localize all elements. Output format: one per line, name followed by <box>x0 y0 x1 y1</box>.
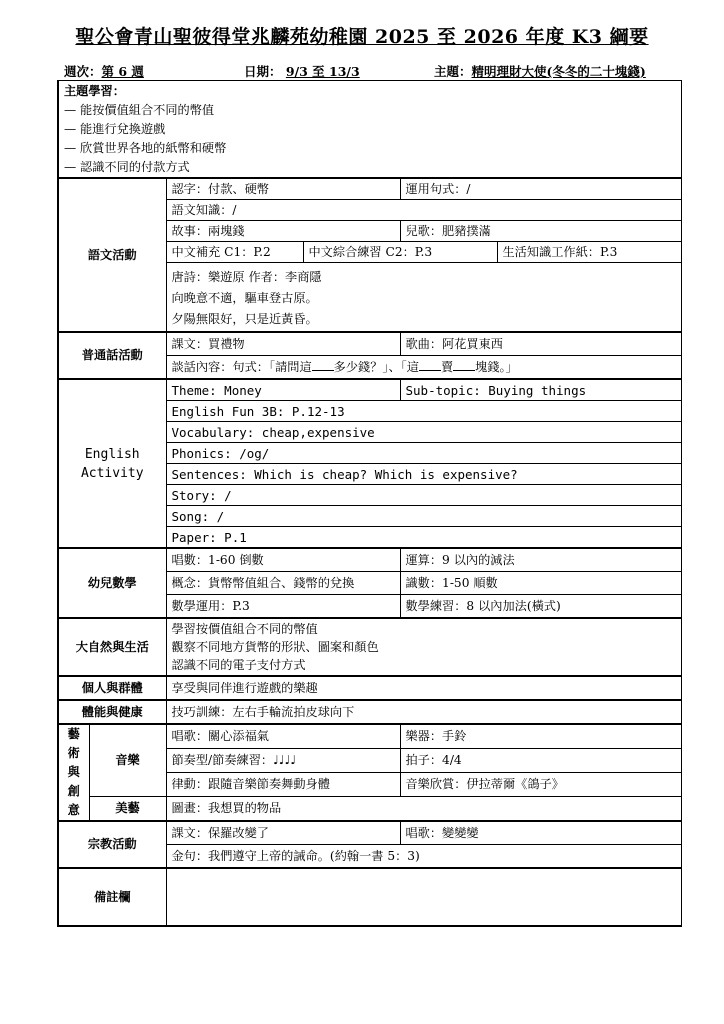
music-rhythm: 節奏型/節奏練習：♩♩♩♩ <box>166 749 400 773</box>
math-arith: 運算：9 以內的減法 <box>400 548 681 572</box>
section-arts <box>58 724 89 821</box>
chinese-poem <box>166 263 681 333</box>
arts-char: 術 <box>67 746 80 760</box>
week-value: 第 6 週 <box>101 64 144 79</box>
blank-line <box>312 358 334 371</box>
learning-item: — 認識不同的付款方式 <box>64 160 190 174</box>
nature-content <box>166 618 681 676</box>
nature-line: 觀察不同地方貨幣的形狀、圖案和顏色 <box>171 640 379 654</box>
music-beat: 拍子：4/4 <box>400 749 681 773</box>
week-label: 週次： <box>64 64 102 79</box>
blank-line <box>453 358 475 371</box>
section-music: 音樂 <box>89 724 166 796</box>
date-label: 日期： <box>244 64 282 79</box>
talk-part: 塊錢。」 <box>475 359 518 374</box>
religion-lesson: 課文：保羅改變了 <box>166 821 400 845</box>
section-putonghua: 普通話活動 <box>58 332 166 379</box>
religion-song: 唱歌：變變變 <box>400 821 681 845</box>
nature-line: 學習按價值組合不同的幣值 <box>171 622 318 636</box>
math-exercise: 數學練習：8 以內加法(橫式) <box>400 595 681 619</box>
section-chinese: 語文活動 <box>58 178 166 332</box>
english-song: Song: / <box>166 506 681 527</box>
page-title: 聖公會青山聖彼得堂兆麟苑幼稚園 2025 至 2026 年度 K3 綱要 <box>75 26 649 48</box>
theme-label: 主題： <box>434 64 472 79</box>
section-nature: 大自然與生活 <box>58 618 166 676</box>
chinese-worksheet: 生活知識工作紙：P.3 <box>497 242 681 263</box>
putonghua-talk <box>166 356 681 380</box>
chinese-practice: 中文綜合練習 C2：P.3 <box>303 242 497 263</box>
talk-part: 多少錢？」、「這 <box>333 359 419 374</box>
music-appreciation: 音樂欣賞：伊拉蒂爾《鴿子》 <box>400 772 681 796</box>
arts-char: 創 <box>67 784 80 798</box>
syllabus-table <box>57 80 682 927</box>
remarks-content[interactable] <box>166 868 681 926</box>
learning-item: — 能進行兌換遊戲 <box>64 122 166 136</box>
section-art: 美藝 <box>89 796 166 821</box>
personal-content: 享受與同伴進行遊戲的樂趣 <box>166 676 681 700</box>
chinese-nursery-rhyme: 兒歌：肥豬撲滿 <box>400 221 681 242</box>
section-personal: 個人與群體 <box>58 676 166 700</box>
poem-line: 夕陽無限好，只是近黃昏。 <box>171 312 318 326</box>
chinese-story: 故事：兩塊錢 <box>166 221 400 242</box>
english-story: Story: / <box>166 485 681 506</box>
english-subtopic: Sub-topic: Buying things <box>400 379 681 401</box>
arts-char: 藝 <box>67 727 80 741</box>
chinese-word-recognition: 認字：付款、硬幣 <box>166 178 400 200</box>
physical-content: 技巧訓練：左右手輪流拍皮球向下 <box>166 700 681 724</box>
section-religion: 宗教活動 <box>58 821 166 868</box>
english-sentences: Sentences: Which is cheap? Which is expensive? <box>166 464 681 485</box>
poem-line: 向晚意不適，驅車登古原。 <box>171 291 318 305</box>
chinese-sentence-pattern: 運用句式：/ <box>400 178 681 200</box>
poem-title: 唐詩：樂遊原 作者：李商隱 <box>171 270 322 284</box>
nature-line: 認識不同的電子支付方式 <box>171 658 306 672</box>
math-apply: 數學運用：P.3 <box>166 595 400 619</box>
chinese-language-knowledge: 語文知識：/ <box>166 200 681 221</box>
math-count: 唱數：1-60 倒數 <box>166 548 400 572</box>
english-book: English Fun 3B: P.12-13 <box>166 401 681 422</box>
religion-verse: 金句：我們遵守上帝的誡命。(約翰一書 5：3) <box>166 845 681 869</box>
learning-item: — 能按價值組合不同的幣值 <box>64 103 215 117</box>
putonghua-lesson: 課文：買禮物 <box>166 332 400 356</box>
week-info <box>64 62 144 80</box>
art-content: 圖畫：我想買的物品 <box>166 796 681 821</box>
music-movement: 律動：跟隨音樂節奏舞動身體 <box>166 772 400 796</box>
learning-item: — 欣賞世界各地的紙幣和硬幣 <box>64 141 227 155</box>
english-section-line: Activity <box>80 465 144 481</box>
math-recognize: 識數：1-50 順數 <box>400 572 681 595</box>
putonghua-song: 歌曲：阿花買東西 <box>400 332 681 356</box>
english-vocabulary: Vocabulary: cheap,expensive <box>166 422 681 443</box>
chinese-supplement: 中文補充 C1：P.2 <box>166 242 303 263</box>
music-instrument: 樂器：手鈴 <box>400 724 681 749</box>
theme-learning-heading: 主題學習： <box>64 84 125 98</box>
theme-info <box>434 62 646 80</box>
arts-char: 與 <box>67 765 80 779</box>
section-english <box>58 379 166 548</box>
math-concept: 概念：貨幣幣值組合、錢幣的兌換 <box>166 572 400 595</box>
theme-learning-cell <box>58 81 681 179</box>
date-value: 9/3 至 13/3 <box>285 64 360 79</box>
music-sing: 唱歌：關心添福氣 <box>166 724 400 749</box>
section-remarks: 備註欄 <box>58 868 166 926</box>
arts-char: 意 <box>67 803 80 817</box>
english-phonics: Phonics: /og/ <box>166 443 681 464</box>
talk-part: 談話內容：句式：「請問這 <box>171 359 312 374</box>
english-section-line: English <box>84 446 140 462</box>
theme-value: 精明理財大使(冬冬的二十塊錢) <box>471 64 646 79</box>
section-physical: 體能與健康 <box>58 700 166 724</box>
date-info <box>244 62 360 80</box>
blank-line <box>419 358 441 371</box>
section-math: 幼兒數學 <box>58 548 166 618</box>
english-theme: Theme: Money <box>166 379 400 401</box>
english-paper: Paper: P.1 <box>166 527 681 549</box>
talk-part: 賣 <box>440 359 454 374</box>
